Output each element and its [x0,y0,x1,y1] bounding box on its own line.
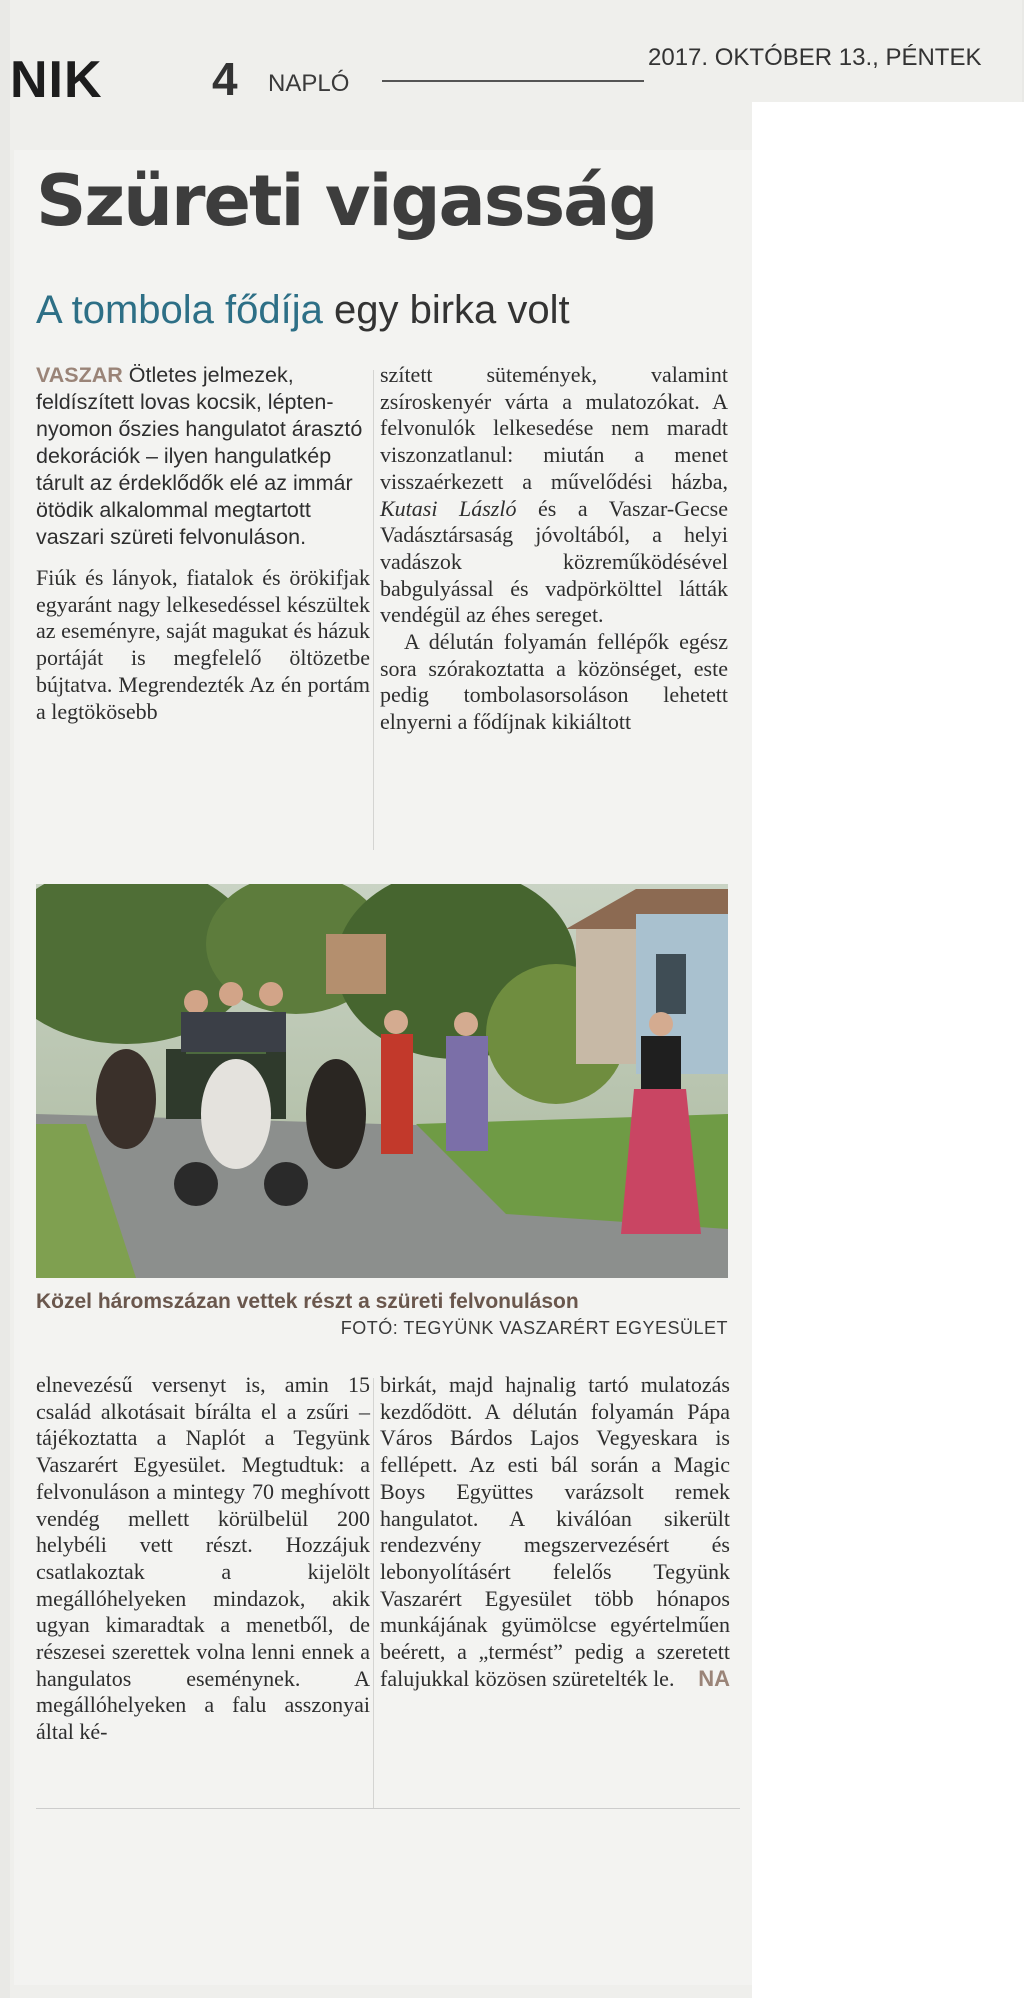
headline: Szüreti vigasság [36,160,657,242]
author-signature: NA [698,1665,730,1691]
issue-date: 2017. OKTÓBER 13., PÉNTEK [648,44,982,71]
column-separator-top [373,370,374,850]
person-name: Kutasi László [380,495,517,521]
photo-caption: Közel háromszázan vettek részt a szüreti felvonuláson [36,1290,579,1313]
blank-area [752,102,1024,1998]
dateline: VASZAR [36,363,123,387]
column-bottom-right [380,1372,730,1692]
header-rule [382,80,644,82]
column-top-right [380,362,728,736]
column-bottom-left [36,1372,370,1746]
paragraph-1-continued [380,362,728,629]
section-fragment: NIK [10,51,103,109]
article-photo [36,884,728,1278]
subheadline-rest: egy birka volt [322,288,570,332]
paragraph-1-cont-a: szített sütemények, valamint zsíroskenyér várta a mulatozókat. A felvonulók lelkesedése nem maradt viszonzatlanul: miután a menet visszaérkezett a művelődési házba, [380,362,728,494]
publication-name: NAPLÓ [268,70,350,97]
paragraph-1-cont-b: és a Vaszar-Gecse Vadásztársaság jóvoltából, a helyi vadászok közreműködésével babgulyással és vadpörkölttel látták vendégül az éhes sereget. [380,495,729,628]
lead-text: Ötletes jelmezek, feldíszített lovas kocsik, lépten-nyomon őszies hangulatot árasztó dekorációk – ilyen hangulatkép tárult az érdeklődők elé az immár ötödik alkalommal megtartott vaszari szüreti felvonuláson. [36,363,363,549]
page-number: 4 [212,53,238,105]
column-top-left [36,362,370,725]
paragraph-4 [380,1372,730,1692]
paragraph-1: Fiúk és lányok, fiatalok és örökifjak egyaránt nagy lelkesedéssel készültek az eseményre, saját magukat és házuk portáját is megfelelő öltözetbe bújtatva. Megrendezték Az én portám a legtökösebb [36,565,370,724]
subheadline [36,288,570,333]
bottom-rule [36,1808,740,1809]
paragraph-4-text: birkát, majd hajnalig tartó mulatozás kezdődött. A délután folyamán Pápa Város Bárdos Lajos Vegyeskara is fellépett. Az esti bál során a Magic Boys Együttes varázsolt remek hangulatot. A kiválóan sikerült rendezvény megszervezésért és lebonyolításért felelős Tegyünk Vaszarért Egyesület több hónapos munkájának gyümölcse egyértelműen beérett, a „termést” pedig a szeretett falujukkal közösen szüretelték le. [380,1372,730,1691]
lead-paragraph [36,362,370,551]
paragraph-2: A délután folyamán fellépők egész sora szórakoztatta a közönséget, este pedig tombolasorsoláson lehetett elnyerni a fődíjnak kikiáltott [380,629,728,735]
subheadline-accent: A tombola fődíja [36,288,323,332]
paragraph-3: elnevezésű versenyt is, amin 15 család alkotásait bírálta el a zsűri – tájékoztatta a Naplót a Tegyünk Vaszarért Egyesület. Megtudtuk: a felvonuláson a mintegy 70 meghívott vendég mellett körülbelül 200 helybéli vett részt. Hozzájuk csatlakoztak a kijelölt megállóhelyeken mindazok, akik ugyan kimaradtak a menetből, de részesei szerettek volna lenni ennek a hangulatos eseménynek. A megállóhelyeken a falu asszonyai által ké- [36,1372,370,1745]
photo-credit: FOTÓ: TEGYÜNK VASZARÉRT EGYESÜLET [340,1318,728,1338]
column-separator-bottom [373,1378,374,1808]
